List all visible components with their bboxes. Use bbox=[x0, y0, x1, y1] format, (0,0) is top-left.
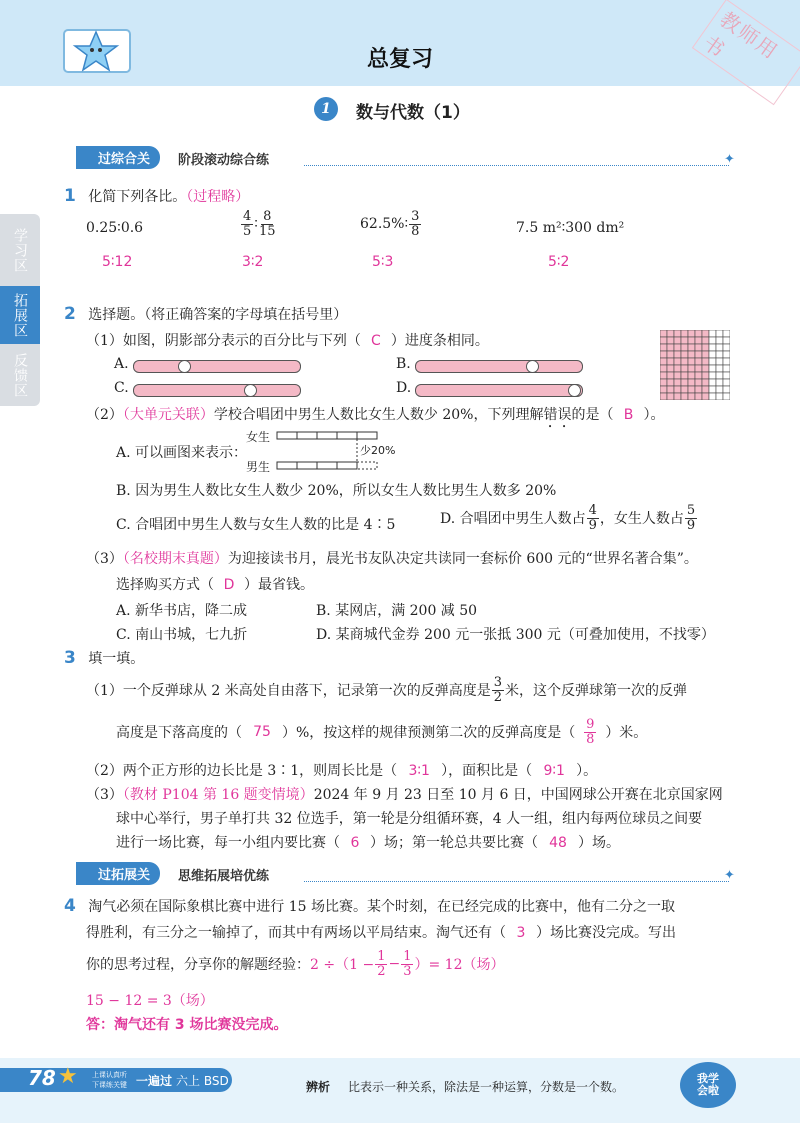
side-tab-feedback[interactable] bbox=[0, 344, 40, 406]
star-icon: ★ bbox=[58, 1064, 78, 1089]
grid-cell bbox=[660, 365, 667, 372]
q3p3-text: 进行一场比赛，每一小组内要比赛（ bbox=[116, 835, 340, 851]
grid-cell bbox=[688, 358, 695, 365]
question-number: 3 bbox=[64, 648, 76, 668]
q3-part3-line2: 球中心举行，男子单打共 32 位选手，第一轮是分组循环赛，4 人一组，组内每两位球员之间要 bbox=[116, 811, 703, 827]
q3-part3 bbox=[86, 784, 723, 804]
grid-cell bbox=[709, 379, 716, 386]
q4-text: 你的思考过程，分享你的解题经验： bbox=[86, 957, 310, 974]
question-prompt: 选择题。（将正确答案的字母填在括号里） bbox=[88, 307, 348, 323]
grid-cell bbox=[674, 337, 681, 344]
fraction-denominator: 2 bbox=[493, 689, 502, 705]
q2p1-answer[interactable]: C bbox=[371, 333, 381, 349]
grid-cell bbox=[695, 379, 702, 386]
grid-cell bbox=[660, 372, 667, 379]
grid-cell bbox=[667, 386, 674, 393]
grid-cell bbox=[667, 372, 674, 379]
grid-cell bbox=[716, 372, 723, 379]
grid-cell bbox=[667, 358, 674, 365]
q2p3-text: 为迎接读书月，晨光书友队决定共读同一套标价 600 元的“世界名著合集”。 bbox=[227, 551, 698, 567]
q3p2-text: ），面积比是（ bbox=[441, 763, 533, 779]
fraction-denominator: 9 bbox=[686, 517, 696, 533]
section-header-2 bbox=[76, 862, 756, 884]
fraction-numerator: 1 bbox=[403, 949, 412, 964]
grid-cell bbox=[702, 351, 709, 358]
q4-calc-2: 15 − 12 = 3（场） bbox=[86, 993, 214, 1009]
fraction-numerator: 5 bbox=[686, 503, 696, 518]
q1-item-d: 7.5 m²∶300 dm² bbox=[516, 220, 625, 236]
grid-cell bbox=[716, 358, 723, 365]
option-d-text: D. 合唱团中男生人数占 bbox=[440, 511, 586, 528]
grid-cell bbox=[681, 372, 688, 379]
grid-cell bbox=[667, 351, 674, 358]
q3p2-answer-2[interactable]: 9∶1 bbox=[543, 763, 565, 779]
section-subtitle: 阶段滚动综合练 bbox=[178, 153, 270, 168]
footer-slogan-top: 上课认真听 bbox=[92, 1071, 127, 1079]
grid-cell bbox=[723, 358, 730, 365]
q3p3-answer-1[interactable]: 6 bbox=[350, 835, 360, 851]
q3-part2 bbox=[86, 760, 597, 780]
fraction-numerator: 9 bbox=[586, 717, 595, 732]
grid-cell bbox=[723, 372, 730, 379]
q2p2-option-b: B. 因为男生人数比女生人数少 20%，所以女生人数比男生人数多 20% bbox=[116, 483, 557, 499]
question-prompt: 化简下列各比。 bbox=[88, 189, 187, 205]
unit-number-badge bbox=[314, 97, 338, 121]
fraction-denominator: 5 bbox=[243, 223, 252, 239]
side-tab-extend[interactable] bbox=[0, 286, 40, 344]
grid-cell bbox=[660, 330, 667, 337]
hundred-grid bbox=[660, 330, 730, 400]
grid-cell bbox=[723, 351, 730, 358]
grid-cell bbox=[716, 330, 723, 337]
q3p2-text: ）。 bbox=[576, 763, 598, 779]
grid-cell bbox=[674, 379, 681, 386]
option-d-text: ，女生人数占 bbox=[599, 511, 684, 528]
option-c-label: C. bbox=[114, 380, 129, 396]
q3p2-answer-1[interactable]: 3∶1 bbox=[408, 763, 430, 779]
q2p3-option-d: D. 某商城代金券 200 元一张抵 300 元（可叠加使用，不找零） bbox=[316, 627, 715, 643]
grid-cell bbox=[688, 372, 695, 379]
grid-cell bbox=[702, 379, 709, 386]
q3p3-text: ）场。 bbox=[578, 835, 620, 851]
grid-cell bbox=[723, 365, 730, 372]
footer-note: 比表示一种关系，除法是一种运算，分数是一个数。 bbox=[348, 1080, 625, 1094]
q2p3-option-b: B. 某网店，满 200 减 50 bbox=[316, 603, 478, 619]
grid-cell bbox=[674, 344, 681, 351]
q3-part1-line2 bbox=[116, 718, 647, 746]
q3p3-tag: （教材 P104 第 16 题变情境） bbox=[122, 787, 314, 803]
progress-knob bbox=[568, 384, 581, 397]
grid-cell bbox=[674, 330, 681, 337]
q3p1-answer-fraction[interactable] bbox=[575, 718, 605, 746]
grid-cell bbox=[695, 351, 702, 358]
progress-bar-a bbox=[133, 360, 301, 373]
question-number: 2 bbox=[64, 304, 76, 324]
q4-final-answer: 答：淘气还有 3 场比赛没完成。 bbox=[86, 1017, 288, 1033]
star-icon: ✦ bbox=[724, 152, 735, 167]
q3p3-prefix: （3） bbox=[86, 787, 123, 803]
grid-cell bbox=[660, 358, 667, 365]
q2-part2 bbox=[86, 404, 665, 431]
grid-cell bbox=[688, 379, 695, 386]
fraction-denominator: 15 bbox=[258, 223, 276, 239]
grid-cell bbox=[695, 386, 702, 393]
grid-cell bbox=[723, 344, 730, 351]
footer-brand: 一遍过 bbox=[136, 1074, 173, 1088]
q4-line2 bbox=[86, 922, 676, 942]
q2p2-prefix: （2） bbox=[86, 407, 123, 423]
footer-badge bbox=[680, 1062, 736, 1108]
grid-cell bbox=[667, 330, 674, 337]
q3p1-text: 高度是下落高度的（ bbox=[116, 725, 242, 742]
q1-item-text: 62.5%∶ bbox=[360, 216, 409, 233]
q2p3-option-c: C. 南山书城，七九折 bbox=[116, 627, 248, 643]
q2p2-option-a: A. 可以画图来表示： bbox=[116, 445, 248, 461]
q2p2-option-c: C. 合唱团中男生人数与女生人数的比是 4∶5 bbox=[116, 517, 396, 533]
q1-answer-a[interactable]: 5∶12 bbox=[102, 254, 133, 270]
teacher-stamp: 教师用书 bbox=[692, 0, 800, 105]
grid-cell bbox=[688, 393, 695, 400]
q1-answer-d[interactable]: 5∶2 bbox=[548, 254, 570, 270]
grid-cell bbox=[681, 344, 688, 351]
grid-cell bbox=[681, 386, 688, 393]
grid-cell bbox=[709, 351, 716, 358]
grid-cell bbox=[709, 393, 716, 400]
q2p2-emphasis: 错误 bbox=[543, 407, 572, 423]
grid-cell bbox=[681, 379, 688, 386]
grid-cell bbox=[716, 337, 723, 344]
section-subtitle: 思维拓展培优练 bbox=[178, 869, 270, 884]
grid-cell bbox=[688, 386, 695, 393]
fraction-numerator: 4 bbox=[243, 209, 252, 224]
q2p3-text: ）最省钱。 bbox=[244, 577, 314, 593]
q2p2-text: 学校合唱团中男生人数比女生人数少 20%，下列理解 bbox=[213, 407, 544, 423]
grid-cell bbox=[681, 351, 688, 358]
footer-badge-text: 我学会啦 bbox=[697, 1071, 719, 1097]
q2p2-text: ）。 bbox=[643, 407, 665, 423]
grid-cell bbox=[674, 358, 681, 365]
grid-cell bbox=[702, 372, 709, 379]
q2p3-answer[interactable]: D bbox=[223, 577, 235, 593]
q2p3-prefix: （3） bbox=[86, 551, 123, 567]
q2p2-tag: （大单元关联） bbox=[122, 407, 214, 423]
footer-slogan-bottom: 下课练关键 bbox=[92, 1081, 127, 1089]
grid-cell bbox=[716, 351, 723, 358]
grid-cell bbox=[695, 393, 702, 400]
progress-knob bbox=[526, 360, 539, 373]
q2p1-text: （1）如图，阴影部分表示的百分比与下列（ bbox=[86, 333, 361, 349]
grid-cell bbox=[702, 330, 709, 337]
page-title: 总复习 bbox=[366, 47, 433, 72]
progress-bar-b bbox=[415, 360, 583, 373]
grid-cell bbox=[674, 372, 681, 379]
grid-cell bbox=[702, 365, 709, 372]
grid-cell bbox=[723, 379, 730, 386]
q1-item-c bbox=[360, 210, 422, 238]
question-2 bbox=[64, 304, 347, 324]
q4-text: ）场比赛没完成。写出 bbox=[536, 925, 676, 941]
section-divider bbox=[304, 165, 729, 166]
grid-cell bbox=[667, 344, 674, 351]
q2-part3 bbox=[86, 548, 698, 568]
star-icon: ✦ bbox=[724, 868, 735, 883]
grid-cell bbox=[709, 372, 716, 379]
grid-cell bbox=[723, 393, 730, 400]
q3p2-text: （2）两个正方形的边长比是 3∶1，则周长比是（ bbox=[86, 763, 398, 779]
question-number: 1 bbox=[64, 186, 76, 206]
question-prompt: 填一填。 bbox=[88, 651, 145, 667]
grid-cell bbox=[723, 337, 730, 344]
q2p2-text: 的是（ bbox=[571, 407, 614, 423]
grid-cell bbox=[674, 351, 681, 358]
q2p3-tag: （名校期末真题） bbox=[122, 551, 228, 567]
q2p3-option-a: A. 新华书店，降二成 bbox=[116, 603, 248, 619]
grid-cell bbox=[660, 379, 667, 386]
question-number: 4 bbox=[64, 896, 76, 916]
fraction-denominator: 8 bbox=[586, 731, 595, 747]
q3-part3-line3 bbox=[116, 832, 620, 852]
q4-text: 得胜利，有三分之一输掉了，而其中有两场以平局结束。淘气还有（ bbox=[86, 925, 506, 941]
q1-answer-b[interactable]: 3∶2 bbox=[242, 254, 264, 270]
grid-cell bbox=[709, 337, 716, 344]
option-b-label: B. bbox=[396, 356, 411, 372]
grid-cell bbox=[674, 365, 681, 372]
grid-cell bbox=[660, 351, 667, 358]
q2p2-option-d bbox=[440, 504, 698, 532]
q4-answer[interactable]: 3 bbox=[516, 925, 526, 941]
grid-cell bbox=[695, 330, 702, 337]
q2p1-text: ）进度条相同。 bbox=[390, 333, 489, 349]
unit-title: 数与代数（1） bbox=[356, 103, 470, 123]
question-note: （过程略） bbox=[186, 189, 250, 205]
grid-cell bbox=[667, 379, 674, 386]
grid-cell bbox=[723, 330, 730, 337]
q1-item-a: 0.25∶0.6 bbox=[86, 220, 144, 236]
grid-cell bbox=[702, 386, 709, 393]
footer-grade: 六上 BSD bbox=[176, 1074, 229, 1088]
q3p1-answer-percent[interactable]: 75 bbox=[253, 724, 271, 741]
question-3 bbox=[64, 648, 144, 668]
fraction-numerator: 3 bbox=[493, 675, 502, 690]
side-tab-study[interactable] bbox=[0, 214, 40, 286]
q2p2-answer[interactable]: B bbox=[623, 407, 634, 423]
grid-cell bbox=[681, 330, 688, 337]
grid-cell bbox=[688, 344, 695, 351]
grid-cell bbox=[681, 337, 688, 344]
grid-cell bbox=[709, 365, 716, 372]
footer-note-label: 辨析 bbox=[306, 1080, 331, 1094]
side-tab-label: 拓展区 bbox=[12, 292, 28, 338]
percent-label: 少20% bbox=[360, 444, 396, 457]
section-badge: 过拓展关 bbox=[76, 862, 160, 885]
grid-cell bbox=[660, 337, 667, 344]
q3p1-text: ）米。 bbox=[605, 725, 648, 742]
grid-cell bbox=[667, 337, 674, 344]
grid-cell bbox=[723, 386, 730, 393]
grid-cell bbox=[688, 351, 695, 358]
q2p3-text: 选择购买方式（ bbox=[116, 577, 214, 593]
male-label: 男生 bbox=[246, 460, 271, 474]
grid-cell bbox=[709, 330, 716, 337]
option-d-label: D. bbox=[396, 380, 412, 396]
grid-cell bbox=[681, 365, 688, 372]
grid-cell bbox=[702, 344, 709, 351]
q2-part1 bbox=[86, 330, 489, 350]
progress-bar-d bbox=[415, 384, 583, 397]
fraction-numerator: 4 bbox=[588, 503, 597, 518]
grid-cell bbox=[702, 358, 709, 365]
grid-cell bbox=[660, 393, 667, 400]
q3p1-text: ）%，按这样的规律预测第二次的反弹高度是（ bbox=[282, 725, 576, 742]
grid-cell bbox=[716, 393, 723, 400]
section-badge: 过综合关 bbox=[76, 146, 160, 169]
q3p1-text: 米，这个反弹球第一次的反弹 bbox=[505, 683, 687, 700]
side-tab-label: 反馈区 bbox=[12, 352, 28, 398]
grid-cell bbox=[702, 337, 709, 344]
q4-calc: ）= 12（场） bbox=[414, 957, 505, 974]
fraction-denominator: 2 bbox=[377, 963, 386, 979]
grid-cell bbox=[716, 344, 723, 351]
q4-calc: 2 ÷（1 − bbox=[310, 957, 375, 974]
grid-cell bbox=[709, 358, 716, 365]
grid-cell bbox=[716, 386, 723, 393]
grid-cell bbox=[695, 337, 702, 344]
grid-cell bbox=[695, 372, 702, 379]
q3p3-answer-2[interactable]: 48 bbox=[549, 835, 567, 851]
section-header-1 bbox=[76, 146, 756, 168]
grid-cell bbox=[688, 337, 695, 344]
q1-item-b: $\frac{4}{5}$ ∶ $\frac{8}{15}$ bbox=[243, 209, 276, 239]
q2-part3-line2 bbox=[116, 574, 314, 594]
grid-cell bbox=[716, 379, 723, 386]
grid-cell bbox=[695, 358, 702, 365]
grid-cell bbox=[716, 365, 723, 372]
grid-cell bbox=[688, 330, 695, 337]
q3p3-text: ）场；第一轮总共要比赛（ bbox=[370, 835, 538, 851]
page-number: 78 bbox=[28, 1066, 56, 1090]
grid-cell bbox=[681, 393, 688, 400]
grid-cell bbox=[660, 386, 667, 393]
progress-knob bbox=[244, 384, 257, 397]
grid-cell bbox=[660, 344, 667, 351]
grid-cell bbox=[695, 344, 702, 351]
question-1 bbox=[64, 186, 249, 206]
q4-line3 bbox=[86, 950, 504, 978]
grid-cell bbox=[667, 365, 674, 372]
grid-cell bbox=[674, 386, 681, 393]
grid-cell bbox=[667, 393, 674, 400]
question-text: 淘气必须在国际象棋比赛中进行 15 场比赛。某个时刻，在已经完成的比赛中，他有二分之一取 bbox=[88, 899, 676, 915]
fraction-denominator: 8 bbox=[411, 223, 420, 239]
fraction-numerator: 8 bbox=[263, 209, 272, 224]
progress-knob bbox=[178, 360, 191, 373]
q3p3-text: 2024 年 9 月 23 日至 10 月 6 日，中国网球公开赛在北京国家网 bbox=[313, 787, 723, 803]
progress-bar-c bbox=[133, 384, 301, 397]
female-label: 女生 bbox=[246, 430, 271, 444]
section-divider bbox=[304, 881, 729, 882]
unit-number: 1 bbox=[321, 101, 331, 117]
grid-cell bbox=[674, 393, 681, 400]
fraction-numerator: 3 bbox=[411, 209, 420, 224]
fraction-numerator: 1 bbox=[377, 949, 386, 964]
q3p1-text: （1）一个反弹球从 2 米高处自由落下，记录第一次的反弹高度是 bbox=[86, 683, 491, 700]
fraction-denominator: 9 bbox=[588, 517, 597, 533]
option-a-label: A. bbox=[114, 356, 129, 372]
side-tab-label: 学习区 bbox=[12, 227, 28, 273]
question-4 bbox=[64, 896, 675, 916]
q1-answer-c[interactable]: 5∶3 bbox=[372, 254, 394, 270]
grid-cell bbox=[702, 393, 709, 400]
fraction-denominator: 3 bbox=[403, 963, 412, 979]
q4-calc: − bbox=[388, 956, 401, 973]
grid-cell bbox=[681, 358, 688, 365]
grid-cell bbox=[695, 365, 702, 372]
grid-cell bbox=[709, 386, 716, 393]
grid-cell bbox=[688, 365, 695, 372]
q3-part1 bbox=[86, 676, 687, 704]
grid-cell bbox=[709, 344, 716, 351]
